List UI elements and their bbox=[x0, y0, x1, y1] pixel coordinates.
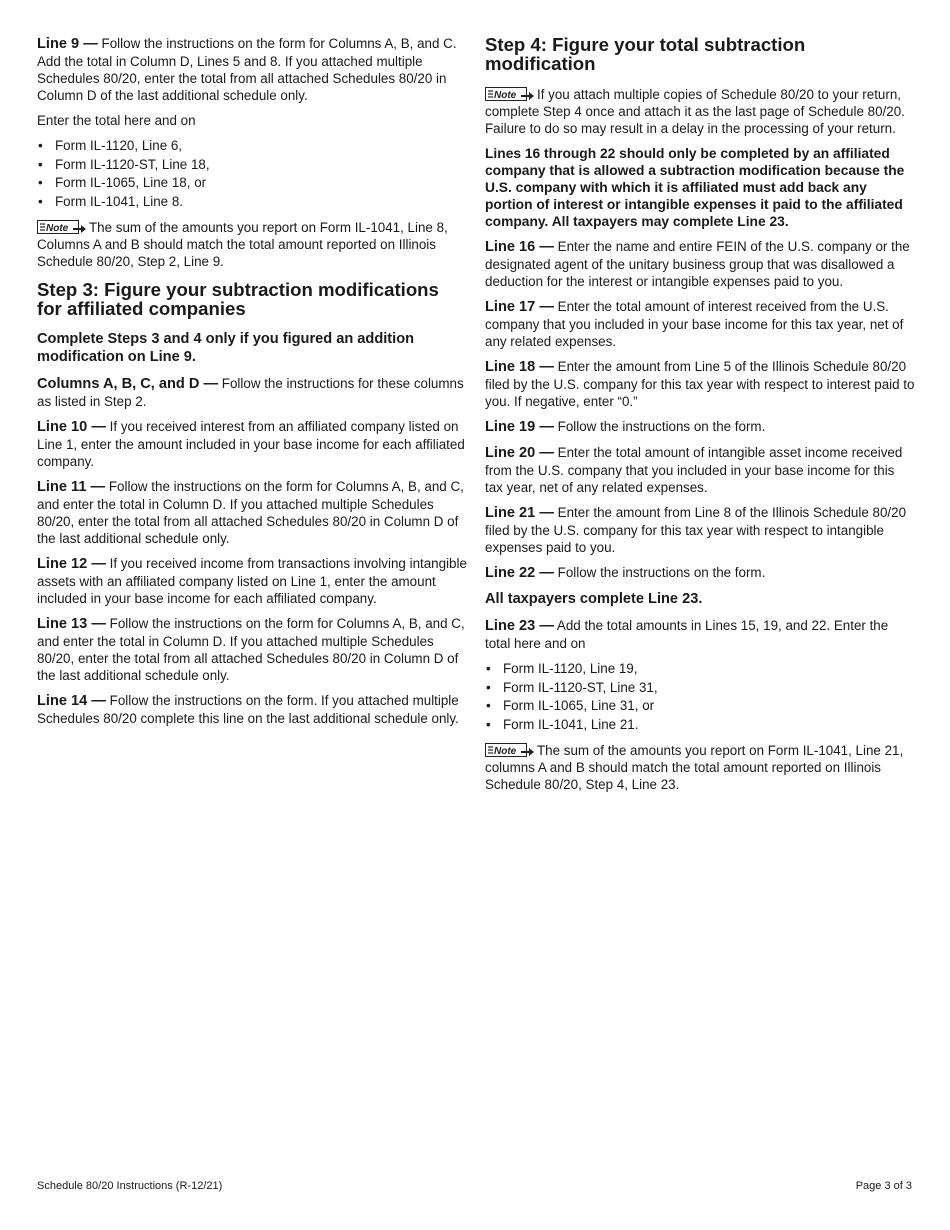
note-1-text: The sum of the amounts you report on Form IL-1041, Line 8, Columns A and B should match the total amount reported on Illinois Schedule 80/20, Step 2, Line 9. bbox=[37, 220, 448, 269]
columns-label: Columns A, B, C, and D — bbox=[37, 376, 219, 392]
line-13-label: Line 13 — bbox=[37, 616, 106, 632]
note-3-text: The sum of the amounts you report on Form IL-1041, Line 21, columns A and B should match the total amount reported on Illinois Schedule 80/20, Step 4, Line 23. bbox=[485, 743, 904, 792]
line-17-label: Line 17 — bbox=[485, 299, 554, 315]
columns-paragraph bbox=[37, 375, 467, 410]
note-paragraph-2 bbox=[485, 86, 915, 137]
line-16-label: Line 16 — bbox=[485, 239, 554, 255]
line-10-paragraph bbox=[37, 418, 467, 470]
line-20-text: Enter the total amount of intangible asset income received from the U.S. company that you included in your base income for this tax year, net of any related expenses. bbox=[485, 445, 903, 495]
line-19-label: Line 19 — bbox=[485, 419, 554, 435]
line-22-label: Line 22 — bbox=[485, 565, 554, 581]
line-23-paragraph bbox=[485, 617, 915, 652]
list-item: • Form IL-1065, Line 31, or bbox=[485, 697, 915, 716]
note-paragraph-3 bbox=[485, 742, 915, 793]
enter-total-text: Enter the total here and on bbox=[37, 113, 196, 128]
right-column bbox=[485, 35, 915, 801]
step-4-heading: Step 4: Figure your total subtraction modification bbox=[485, 34, 806, 74]
note-icon bbox=[485, 87, 535, 101]
line-21-label: Line 21 — bbox=[485, 505, 554, 521]
note-paragraph-1 bbox=[37, 219, 467, 270]
line-10-label: Line 10 — bbox=[37, 419, 106, 435]
svg-text:Note: Note bbox=[494, 746, 517, 757]
line-19-paragraph bbox=[485, 418, 915, 436]
form-list-right bbox=[485, 660, 915, 734]
list-item: • Form IL-1120, Line 19, bbox=[485, 660, 915, 679]
line-14-label: Line 14 — bbox=[37, 693, 106, 709]
left-column bbox=[37, 35, 467, 735]
line-18-label: Line 18 — bbox=[485, 359, 554, 375]
note-2-text: If you attach multiple copies of Schedule 80/20 to your return, complete Step 4 once and attach it as the last page of Schedule 80/20. Failure to do so may result in a delay in the processing of your return. bbox=[485, 87, 905, 136]
list-item: • Form IL-1041, Line 8. bbox=[37, 193, 467, 212]
line-12-paragraph bbox=[37, 555, 467, 607]
step-3-heading: Step 3: Figure your subtraction modifications for affiliated companies bbox=[37, 279, 439, 319]
line-13-text: Follow the instructions on the form for Columns A, B, and C, and enter the total in Column D. If you attached multiple Schedules 80/20, enter the total from all attached Schedules 80/20 in Column D of the last additional schedule only. bbox=[37, 616, 465, 683]
line-17-text: Enter the total amount of interest received from the U.S. company that you included in your base income for this tax year, net of any related expenses. bbox=[485, 299, 904, 349]
line-11-paragraph bbox=[37, 478, 467, 547]
line-9-label: Line 9 — bbox=[37, 36, 98, 52]
list-item: • Form IL-1120-ST, Line 31, bbox=[485, 679, 915, 698]
columns-text: Follow the instructions for these columns as listed in Step 2. bbox=[37, 376, 464, 409]
all-taxpayers-heading: All taxpayers complete Line 23. bbox=[485, 591, 703, 607]
footer-form-name: Schedule 80/20 Instructions (R-12/21) bbox=[37, 1180, 223, 1192]
line-23-label: Line 23 — bbox=[485, 618, 554, 634]
line-16-paragraph bbox=[485, 238, 915, 290]
list-item: • Form IL-1120-ST, Line 18, bbox=[37, 156, 467, 175]
line-21-text: Enter the amount from Line 8 of the Illinois Schedule 80/20 filed by the U.S. company for this tax year with respect to intangible expenses paid to you. bbox=[485, 505, 907, 555]
line-22-text: Follow the instructions on the form. bbox=[553, 565, 766, 580]
list-item: • Form IL-1065, Line 18, or bbox=[37, 174, 467, 193]
line-10-text: If you received interest from an affiliated company listed on Line 1, enter the amount included in your base income for each affiliated company. bbox=[37, 419, 465, 469]
form-list-left bbox=[37, 137, 467, 211]
list-item: • Form IL-1120, Line 6, bbox=[37, 137, 467, 156]
line-14-paragraph bbox=[37, 692, 467, 727]
list-item: • Form IL-1041, Line 21. bbox=[485, 716, 915, 735]
line-20-label: Line 20 — bbox=[485, 445, 554, 461]
line-19-text: Follow the instructions on the form. bbox=[553, 419, 766, 434]
line-11-label: Line 11 — bbox=[37, 479, 106, 495]
line-9-text: Follow the instructions on the form for Columns A, B, and C. Add the total in Column D, Lines 5 and 8. If you attached multiple Schedules 80/20, enter the total from all attached Schedules 80/20 in Column D of the last additional schedule only. bbox=[37, 36, 457, 103]
line-9-paragraph bbox=[37, 35, 467, 104]
svg-text:Note: Note bbox=[46, 223, 69, 234]
line-16-text: Enter the name and entire FEIN of the U.S. company or the designated agent of the unitary business group that was disallowed a deduction for the interest or intangible expenses paid to you. bbox=[485, 239, 910, 289]
line-18-paragraph bbox=[485, 358, 915, 410]
line-20-paragraph bbox=[485, 444, 915, 496]
line-12-text: If you received income from transactions involving intangible assets with an affiliated company listed on Line 1, enter the amount included in your base income for each affiliated company. bbox=[37, 556, 467, 606]
affiliated-company-notice: Lines 16 through 22 should only be completed by an affiliated company that is allowed a subtraction modification because the U.S. company with which it is affiliated must add back any portion of interest or intangible expenses it paid to the affiliated company. All taxpayers may complete Line 23. bbox=[485, 146, 905, 229]
line-22-paragraph bbox=[485, 564, 915, 582]
note-icon bbox=[485, 743, 535, 757]
note-icon bbox=[37, 220, 87, 234]
line-12-label: Line 12 — bbox=[37, 556, 106, 572]
page-number: Page 3 of 3 bbox=[855, 1180, 912, 1192]
svg-text:Note: Note bbox=[494, 90, 517, 101]
line-11-text: Follow the instructions on the form for Columns A, B, and C, and enter the total in Column D. If you attached multiple Schedules 80/20, enter the total from all attached Schedules 80/20 in Column D of the last additional schedule only. bbox=[37, 479, 464, 546]
line-13-paragraph bbox=[37, 615, 467, 684]
line-17-paragraph bbox=[485, 298, 915, 350]
line-14-text: Follow the instructions on the form. If you attached multiple Schedules 80/20 complete this line on the last additional schedule only. bbox=[37, 693, 459, 726]
line-23-text: Add the total amounts in Lines 15, 19, and 22. Enter the total here and on bbox=[485, 618, 889, 651]
line-18-text: Enter the amount from Line 5 of the Illinois Schedule 80/20 filed by the U.S. company for this tax year with respect to interest paid to you. If negative, enter “0.” bbox=[485, 359, 915, 409]
step-3-subheading: Complete Steps 3 and 4 only if you figured an addition modification on Line 9. bbox=[37, 331, 415, 365]
line-21-paragraph bbox=[485, 504, 915, 556]
